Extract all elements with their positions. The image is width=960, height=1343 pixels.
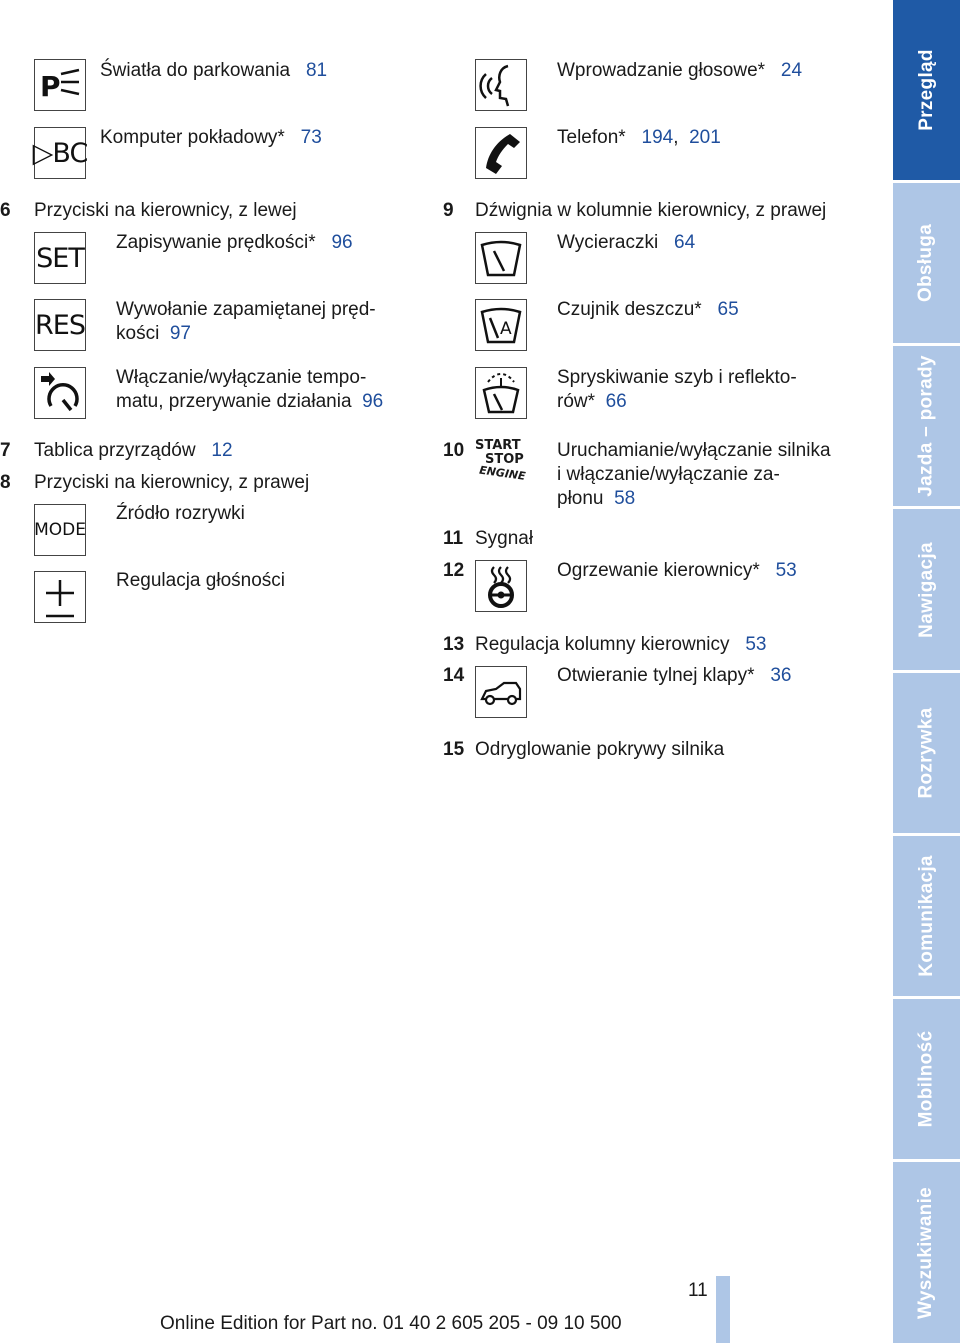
item-14-entry [557, 664, 791, 688]
onboard-computer-icon [34, 127, 86, 179]
item-number: 8 [0, 472, 11, 493]
start-stop-icon-line2: STOP [485, 452, 524, 467]
tab-label: Jazda – porady [915, 355, 937, 497]
cruise-label-line1: Włączanie/wyłączanie tempo- [116, 367, 367, 388]
item-14-label: Otwieranie tylnej klapy* [557, 665, 755, 686]
item-13-entry [475, 633, 766, 657]
page-ref[interactable]: 201 [689, 127, 721, 148]
set-icon [34, 232, 86, 284]
mode-icon [34, 504, 86, 556]
page-ref[interactable]: 53 [745, 634, 767, 655]
tab-label: Wyszukiwanie [915, 1186, 937, 1319]
tab-przeglad[interactable] [893, 0, 960, 180]
voice-label: Wprowadzanie głosowe* [557, 60, 766, 81]
parking-lights-entry [100, 59, 327, 83]
washer-label-line1: Spryskiwanie szyb i reflekto- [557, 367, 797, 388]
item-12-label: Ogrzewanie kierownicy* [557, 560, 760, 581]
item-11-label: Sygnał [475, 528, 534, 549]
page-ref[interactable]: 36 [770, 665, 792, 686]
parking-lights-icon [34, 59, 86, 111]
svg-text:A: A [500, 319, 512, 339]
rain-sensor-icon [475, 299, 527, 351]
washer-icon [475, 367, 527, 419]
item-10-entry [557, 439, 831, 511]
tab-label: Obsługa [915, 223, 937, 303]
res-label-line2: kości [116, 323, 160, 344]
item-8-label: Przyciski na kierownicy, z prawej [34, 472, 310, 493]
cruise-label-line2: matu, przerywanie działania [116, 391, 352, 412]
page-ref[interactable]: 96 [331, 232, 353, 253]
page-ref[interactable]: 66 [605, 391, 627, 412]
set-entry [116, 231, 353, 255]
item-15-label: Odryglowanie pokrywy silnika [475, 739, 725, 760]
footer-edition: Online Edition for Part no. 01 40 2 605 205 - 09 10 500 [160, 1313, 622, 1334]
res-icon-text: RES [35, 309, 85, 341]
item-number: 15 [443, 739, 465, 760]
item-number: 13 [443, 634, 465, 655]
onboard-computer-entry [100, 126, 322, 150]
page-ref[interactable]: 12 [211, 440, 233, 461]
page-ref[interactable]: 194 [641, 127, 674, 148]
washer-label-line2: rów* [557, 391, 596, 412]
item-10-label-line3: płonu [557, 488, 604, 509]
item-number: 6 [0, 200, 11, 221]
phone-icon [475, 127, 527, 179]
res-icon [34, 299, 86, 351]
volume-plus-icon [34, 571, 86, 623]
cruise-control-icon [34, 367, 86, 419]
voice-entry [557, 59, 802, 83]
page-number: 11 [688, 1280, 708, 1301]
start-stop-icon-line1: START [475, 438, 521, 453]
parking-lights-label: Światła do parkowania [100, 60, 291, 81]
page-ref[interactable]: 65 [717, 299, 739, 320]
tab-wyszukiwanie[interactable] [893, 1162, 960, 1343]
page-ref[interactable]: 58 [614, 488, 636, 509]
set-icon-text: SET [36, 242, 84, 274]
item-13-label: Regulacja kolumny kierownicy [475, 634, 730, 655]
item-number: 10 [443, 440, 465, 461]
tab-label: Komunikacja [915, 855, 937, 977]
phone-entry [557, 126, 721, 150]
cruise-entry [116, 366, 383, 414]
res-label-line1: Wywołanie zapamiętanej pręd- [116, 299, 376, 320]
tab-label: Mobilność [915, 1030, 937, 1128]
page-ref[interactable]: 96 [362, 391, 384, 412]
page-ref[interactable]: 64 [674, 232, 696, 253]
onboard-computer-label: Komputer pokładowy* [100, 127, 285, 148]
page-ref[interactable]: 81 [305, 60, 328, 81]
start-stop-icon-line3: ENGINE [478, 463, 527, 483]
item-7-label: Tablica przyrządów [34, 440, 196, 461]
tab-jazda-porady[interactable] [893, 346, 960, 506]
tailgate-icon [475, 666, 527, 718]
item-12-entry [557, 559, 797, 583]
mode-label: Źródło rozrywki [116, 503, 245, 524]
rain-label: Czujnik deszczu* [557, 299, 702, 320]
phone-label: Telefon* [557, 127, 626, 148]
washer-entry [557, 366, 797, 414]
res-entry [116, 298, 376, 346]
steering-heat-icon [475, 560, 527, 612]
page-ref[interactable]: 24 [780, 60, 803, 81]
mode-icon-text: MODE [34, 520, 86, 540]
item-9-label: Dźwignia w kolumnie kierownicy, z prawej [475, 200, 827, 221]
tab-mobilnosc[interactable] [893, 999, 960, 1159]
item-number: 9 [443, 200, 454, 221]
wiper-icon [475, 232, 527, 284]
wipers-label: Wycieraczki [557, 232, 659, 253]
tab-obsluga[interactable] [893, 183, 960, 343]
item-10-label-line1: Uruchamianie/wyłączanie silnika [557, 440, 831, 461]
tab-rozrywka[interactable] [893, 673, 960, 833]
start-stop-icon [475, 439, 529, 493]
tab-label: Rozrywka [915, 707, 937, 799]
page-ref[interactable]: 73 [300, 127, 322, 148]
onboard-computer-icon-text: ▷BC [32, 137, 88, 169]
wipers-entry [557, 231, 695, 255]
rain-entry [557, 298, 739, 322]
separator: , [673, 127, 679, 148]
item-number: 12 [443, 560, 465, 581]
section-tabs [893, 0, 960, 1343]
svg-text:P: P [40, 70, 61, 103]
item-number: 14 [443, 665, 465, 686]
page-marker-bar [716, 1276, 730, 1343]
tab-label: Nawigacja [915, 541, 937, 638]
tab-komunikacja[interactable] [893, 836, 960, 996]
volume-label: Regulacja głośności [116, 570, 285, 591]
item-number: 11 [443, 528, 464, 549]
item-number: 7 [0, 440, 11, 461]
item-6-label: Przyciski na kierownicy, z lewej [34, 200, 297, 221]
voice-input-icon [475, 59, 527, 111]
page-ref[interactable]: 53 [775, 560, 797, 581]
set-label: Zapisywanie prędkości* [116, 232, 316, 253]
tab-nawigacja[interactable] [893, 509, 960, 670]
tab-label: Przegląd [915, 49, 937, 131]
item-7-entry [34, 439, 233, 463]
page-ref[interactable]: 97 [169, 323, 191, 344]
item-10-label-line2: i włączanie/wyłączanie za- [557, 464, 780, 485]
